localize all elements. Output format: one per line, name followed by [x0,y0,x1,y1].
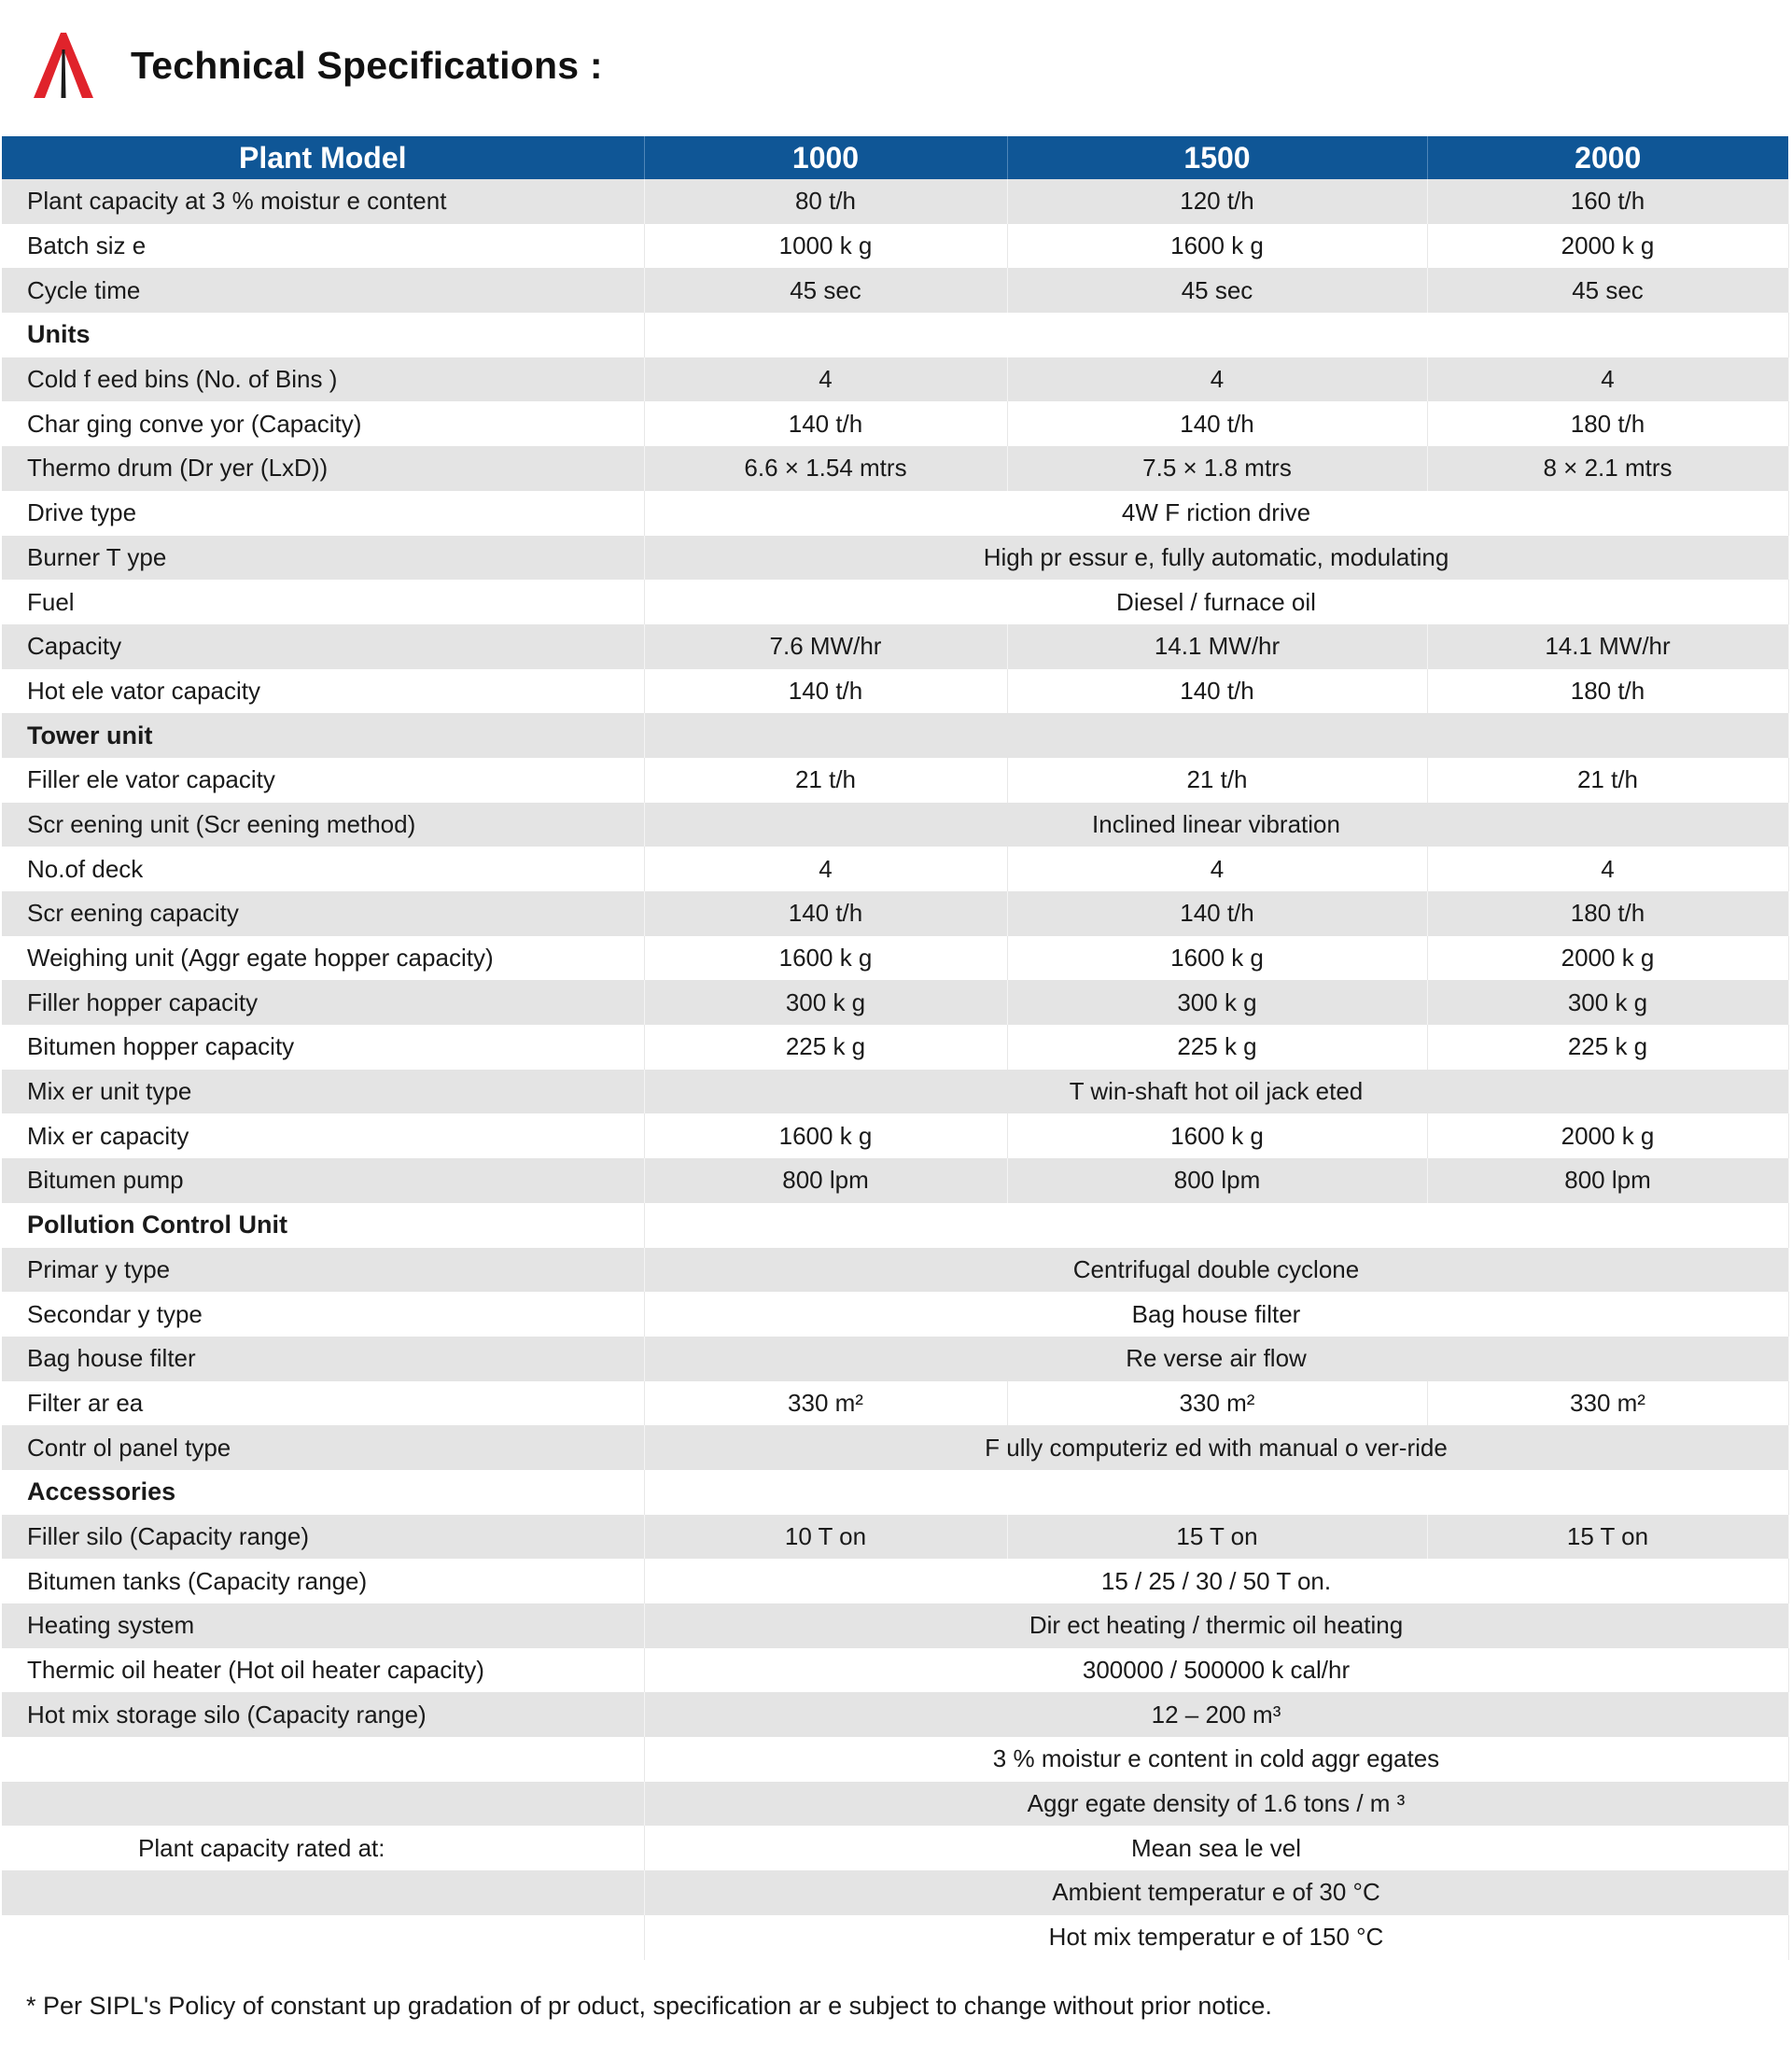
rated-at-row [2,1737,1788,1782]
empty-cell [644,1470,1788,1515]
merged-value-cell: Centrifugal double cyclone [644,1248,1788,1293]
table-row [2,1692,1788,1737]
value-cell: 4 [644,847,1007,891]
table-row [2,980,1788,1025]
value-cell: 120 t/h [1007,179,1427,224]
value-cell: 330 m² [1007,1381,1427,1426]
section-heading: Accessories [2,1470,644,1515]
empty-cell [2,1782,644,1827]
value-cell: 2000 k g [1427,936,1788,981]
table-row [2,803,1788,847]
row-label: Char ging conve yor (Capacity) [2,401,644,446]
value-cell: 1600 k g [1007,224,1427,269]
row-label: No.of deck [2,847,644,891]
table-row [2,1070,1788,1114]
value-cell: 4 [644,357,1007,402]
row-label: Bitumen hopper capacity [2,1025,644,1070]
table-row [2,401,1788,446]
value-cell: 4 [1427,357,1788,402]
table-row [2,224,1788,269]
section-row [2,1470,1788,1515]
table-row [2,669,1788,714]
section-row [2,1203,1788,1248]
value-cell: 140 t/h [644,401,1007,446]
value-cell: 330 m² [644,1381,1007,1426]
table-row [2,179,1788,224]
merged-value-cell: High pr essur e, fully automatic, modulating [644,536,1788,581]
section-row [2,313,1788,357]
row-label: Mix er unit type [2,1070,644,1114]
table-row [2,1337,1788,1381]
value-cell: 1600 k g [644,1113,1007,1158]
row-label: Bag house filter [2,1337,644,1381]
merged-value-cell: T win-shaft hot oil jack eted [644,1070,1788,1114]
value-cell: 15 T on [1427,1515,1788,1560]
value-cell: 300 k g [644,980,1007,1025]
value-cell: 180 t/h [1427,401,1788,446]
value-cell: 140 t/h [1007,401,1427,446]
value-cell: 45 sec [1427,268,1788,313]
column-header-1000: 1000 [644,136,1007,179]
row-label: Bitumen pump [2,1158,644,1203]
rated-at-row [2,1915,1788,1960]
row-label: Scr eening unit (Scr eening method) [2,803,644,847]
row-label: Mix er capacity [2,1113,644,1158]
value-cell: 160 t/h [1427,179,1788,224]
column-header-plant-model: Plant Model [2,136,644,179]
table-row [2,1248,1788,1293]
value-cell: 225 k g [644,1025,1007,1070]
spec-table-body [2,179,1788,1960]
value-cell: 300 k g [1007,980,1427,1025]
row-label: Scr eening capacity [2,891,644,936]
table-row [2,891,1788,936]
row-label: Heating system [2,1603,644,1648]
row-label: Batch siz e [2,224,644,269]
row-label: Thermo drum (Dr yer (LxD)) [2,446,644,491]
table-row [2,1381,1788,1426]
row-label: Burner T ype [2,536,644,581]
footnote: * Per SIPL's Policy of constant up gradation of pr oduct, specification ar e subject to change without prior notice. [26,1992,1272,2020]
value-cell: 45 sec [1007,268,1427,313]
merged-value-cell: Inclined linear vibration [644,803,1788,847]
value-cell: 1600 k g [1007,936,1427,981]
triangle-road-logo-icon [34,33,93,98]
value-cell: 180 t/h [1427,891,1788,936]
row-label: Hot mix storage silo (Capacity range) [2,1692,644,1737]
rated-at-row [2,1782,1788,1827]
spec-table [2,136,1789,1960]
row-label: Cold f eed bins (No. of Bins ) [2,357,644,402]
empty-cell [644,1203,1788,1248]
value-cell: 225 k g [1007,1025,1427,1070]
row-label: Weighing unit (Aggr egate hopper capacity) [2,936,644,981]
value-cell: 800 lpm [1007,1158,1427,1203]
table-row [2,268,1788,313]
value-cell: 140 t/h [644,891,1007,936]
value-cell: 15 T on [1007,1515,1427,1560]
merged-value-cell: Re verse air flow [644,1337,1788,1381]
merged-value-cell: 4W F riction drive [644,491,1788,536]
value-cell: 14.1 MW/hr [1007,624,1427,669]
rated-at-condition: Mean sea le vel [644,1826,1788,1870]
rated-at-condition: 3 % moistur e content in cold aggr egates [644,1737,1788,1782]
value-cell: 4 [1007,357,1427,402]
row-label: Secondar y type [2,1292,644,1337]
table-row [2,580,1788,624]
value-cell: 8 × 2.1 mtrs [1427,446,1788,491]
value-cell: 180 t/h [1427,669,1788,714]
row-label: Primar y type [2,1248,644,1293]
row-label: Hot ele vator capacity [2,669,644,714]
merged-value-cell: Bag house filter [644,1292,1788,1337]
row-label: Filler hopper capacity [2,980,644,1025]
value-cell: 1000 k g [644,224,1007,269]
value-cell: 2000 k g [1427,1113,1788,1158]
table-row [2,357,1788,402]
empty-cell [2,1737,644,1782]
section-heading: Tower unit [2,713,644,758]
table-row [2,758,1788,803]
column-header-1500: 1500 [1007,136,1427,179]
value-cell: 140 t/h [1007,669,1427,714]
rated-at-condition: Hot mix temperatur e of 150 °C [644,1915,1788,1960]
empty-cell [2,1915,644,1960]
table-row [2,1648,1788,1693]
value-cell: 1600 k g [1007,1113,1427,1158]
row-label: Contr ol panel type [2,1425,644,1470]
table-row [2,1025,1788,1070]
row-label: Plant capacity at 3 % moistur e content [2,179,644,224]
table-row [2,1292,1788,1337]
header [34,28,603,103]
value-cell: 4 [1007,847,1427,891]
row-label: Capacity [2,624,644,669]
row-label: Filler silo (Capacity range) [2,1515,644,1560]
section-heading: Units [2,313,644,357]
merged-value-cell: Diesel / furnace oil [644,580,1788,624]
value-cell: 45 sec [644,268,1007,313]
value-cell: 10 T on [644,1515,1007,1560]
table-row [2,446,1788,491]
value-cell: 14.1 MW/hr [1427,624,1788,669]
row-label: Filler ele vator capacity [2,758,644,803]
table-row [2,847,1788,891]
value-cell: 2000 k g [1427,224,1788,269]
table-row [2,1515,1788,1560]
merged-value-cell: 15 / 25 / 30 / 50 T on. [644,1559,1788,1603]
rated-at-row [2,1826,1788,1870]
value-cell: 80 t/h [644,179,1007,224]
value-cell: 7.6 MW/hr [644,624,1007,669]
section-row [2,713,1788,758]
value-cell: 4 [1427,847,1788,891]
merged-value-cell: 12 – 200 m³ [644,1692,1788,1737]
page-title: Technical Specifications : [131,43,603,87]
rated-at-condition: Ambient temperatur e of 30 °C [644,1870,1788,1915]
table-row [2,624,1788,669]
value-cell: 140 t/h [1007,891,1427,936]
rated-at-row [2,1870,1788,1915]
empty-cell [644,313,1788,357]
empty-cell [644,713,1788,758]
column-header-2000: 2000 [1427,136,1788,179]
value-cell: 140 t/h [644,669,1007,714]
row-label: Cycle time [2,268,644,313]
row-label: Fuel [2,580,644,624]
table-row [2,491,1788,536]
table-row [2,1559,1788,1603]
rated-at-condition: Aggr egate density of 1.6 tons / m ³ [644,1782,1788,1827]
table-row [2,1603,1788,1648]
row-label: Drive type [2,491,644,536]
row-label: Bitumen tanks (Capacity range) [2,1559,644,1603]
table-header-row [2,136,1788,179]
empty-cell [2,1870,644,1915]
value-cell: 7.5 × 1.8 mtrs [1007,446,1427,491]
table-row [2,1425,1788,1470]
table-row [2,536,1788,581]
value-cell: 21 t/h [644,758,1007,803]
section-heading: Pollution Control Unit [2,1203,644,1248]
merged-value-cell: 300000 / 500000 k cal/hr [644,1648,1788,1693]
row-label: Thermic oil heater (Hot oil heater capacity) [2,1648,644,1693]
merged-value-cell: Dir ect heating / thermic oil heating [644,1603,1788,1648]
rated-at-label: Plant capacity rated at: [2,1826,644,1870]
value-cell: 21 t/h [1427,758,1788,803]
value-cell: 800 lpm [644,1158,1007,1203]
value-cell: 6.6 × 1.54 mtrs [644,446,1007,491]
table-row [2,936,1788,981]
value-cell: 1600 k g [644,936,1007,981]
value-cell: 300 k g [1427,980,1788,1025]
table-row [2,1113,1788,1158]
value-cell: 800 lpm [1427,1158,1788,1203]
row-label: Filter ar ea [2,1381,644,1426]
merged-value-cell: F ully computeriz ed with manual o ver-ride [644,1425,1788,1470]
value-cell: 21 t/h [1007,758,1427,803]
table-row [2,1158,1788,1203]
value-cell: 225 k g [1427,1025,1788,1070]
value-cell: 330 m² [1427,1381,1788,1426]
